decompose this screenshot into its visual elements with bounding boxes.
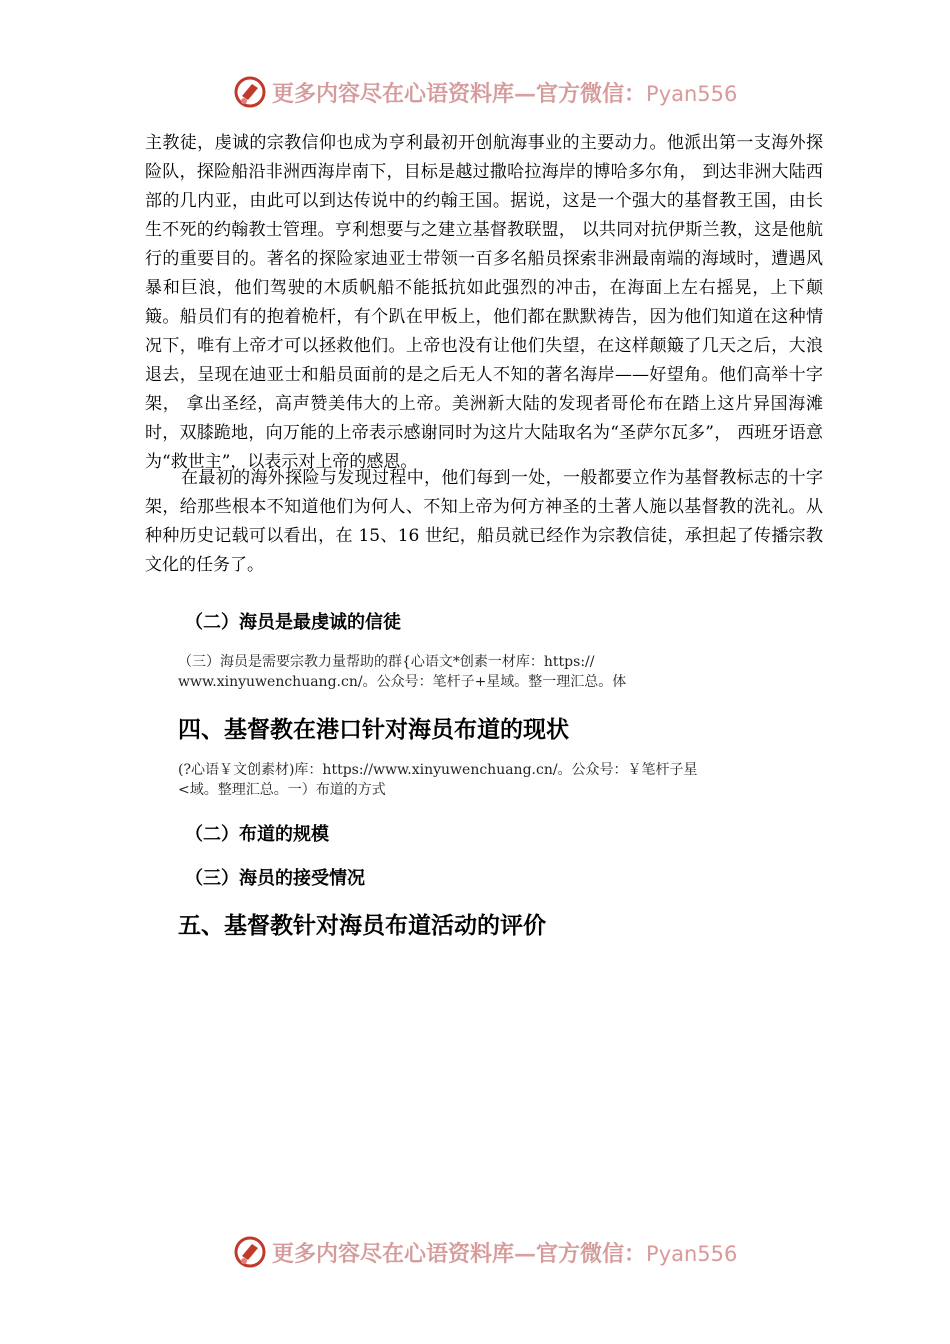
- body-paragraph-2-container: [145, 464, 823, 580]
- footer-banner-wx: 官方微信：: [536, 1240, 647, 1267]
- header-banner-wx: 官方微信：: [536, 80, 647, 107]
- header-banner-id: Pyan556: [646, 81, 738, 106]
- footer-banner-text: [272, 1237, 737, 1268]
- logo-icon: [232, 1234, 268, 1270]
- body-paragraph-2: 在最初的海外探险与发现过程中，他们每到一处，一般都要立作为基督教标志的十字架，给那些根本不知道他们为何人、不知上帝为何方神圣的土著人施以基督教的洗礼。从种种历史记载可以看出，在 15、16 世纪，船员就已经作为宗教信徒，承担起了传播宗教文化的任务了。: [145, 468, 823, 575]
- heading-section-5: 五、基督教针对海员布道活动的评价: [178, 913, 546, 939]
- body-paragraph-1: 主教徒，虔诚的宗教信仰也成为亨利最初开创航海事业的主要动力。他派出第一支海外探险队，探险船沿非洲西海岸南下，目标是越过撒哈拉海岸的博哈多尔角， 到达非洲大陆西部的几内亚，由此可以到达传说中的约翰王国。据说，这是一个强大的基督教王国，由长生不死的约翰教士管理。亨利想要与之建立基督教联盟， 以共同对抗伊斯兰教，这是他航行的重要目的。著名的探险家迪亚士带领一百多名船员探索非洲最南端的海域时，遭遇风暴和巨浪，他们驾驶的木质帆船不能抵抗如此强烈的冲击，在海面上左右摇晃，上下颠簸。船员们有的抱着桅杆，有个趴在甲板上，他们都在默默祷告，因为他们知道在这种情况下，唯有上帝才可以拯救他们。上帝也没有让他们失望，在这样颠簸了几天之后，大浪退去，呈现在迪亚士和船员面前的是之后无人不知的著名海岸——好望角。他们高举十字架， 拿出圣经，高声赞美伟大的上帝。美洲新大陆的发现者哥伦布在踏上这片异国海滩时，双膝跪地，向万能的上帝表示感谢同时为这片大陆取名为“圣萨尔瓦多”， 西班牙语意为“救世主”，以表示对上帝的感恩。: [145, 133, 823, 472]
- footer-banner-sep: —: [514, 1240, 537, 1267]
- small-note-2: [178, 760, 828, 800]
- heading-section-4-3: （三）海员的接受情况: [185, 868, 365, 889]
- footer-banner-cn: 更多内容尽在心语资料库: [272, 1240, 515, 1267]
- small-note-2-line-2: <域。整理汇总。一）布道的方式: [178, 782, 386, 798]
- heading-section-4-2: （二）布道的规模: [185, 824, 329, 845]
- small-note-1-line-1: （三）海员是需要宗教力量帮助的群{心语文*创素一材库：https://: [178, 654, 595, 670]
- footer-banner: [232, 1232, 752, 1272]
- logo-icon: [232, 74, 268, 110]
- header-banner-text: [272, 77, 737, 108]
- small-note-2-line-1: (?心语￥文创素材)库：https://www.xinyuwenchuang.cn/。公众号：￥笔杆子星: [178, 762, 698, 778]
- header-banner-sep: —: [514, 80, 537, 107]
- header-banner-cn: 更多内容尽在心语资料库: [272, 80, 515, 107]
- small-note-1: [178, 652, 828, 692]
- small-note-1-line-2: www.xinyuwenchuang.cn/。公众号：笔杆子+星域。整一理汇总。体: [178, 674, 627, 690]
- body-paragraph-1-container: [145, 129, 823, 477]
- heading-section-4: 四、基督教在港口针对海员布道的现状: [178, 717, 569, 743]
- header-banner: [232, 72, 752, 112]
- heading-section-2-2: （二）海员是最虔诚的信徒: [185, 612, 401, 633]
- footer-banner-id: Pyan556: [646, 1241, 738, 1266]
